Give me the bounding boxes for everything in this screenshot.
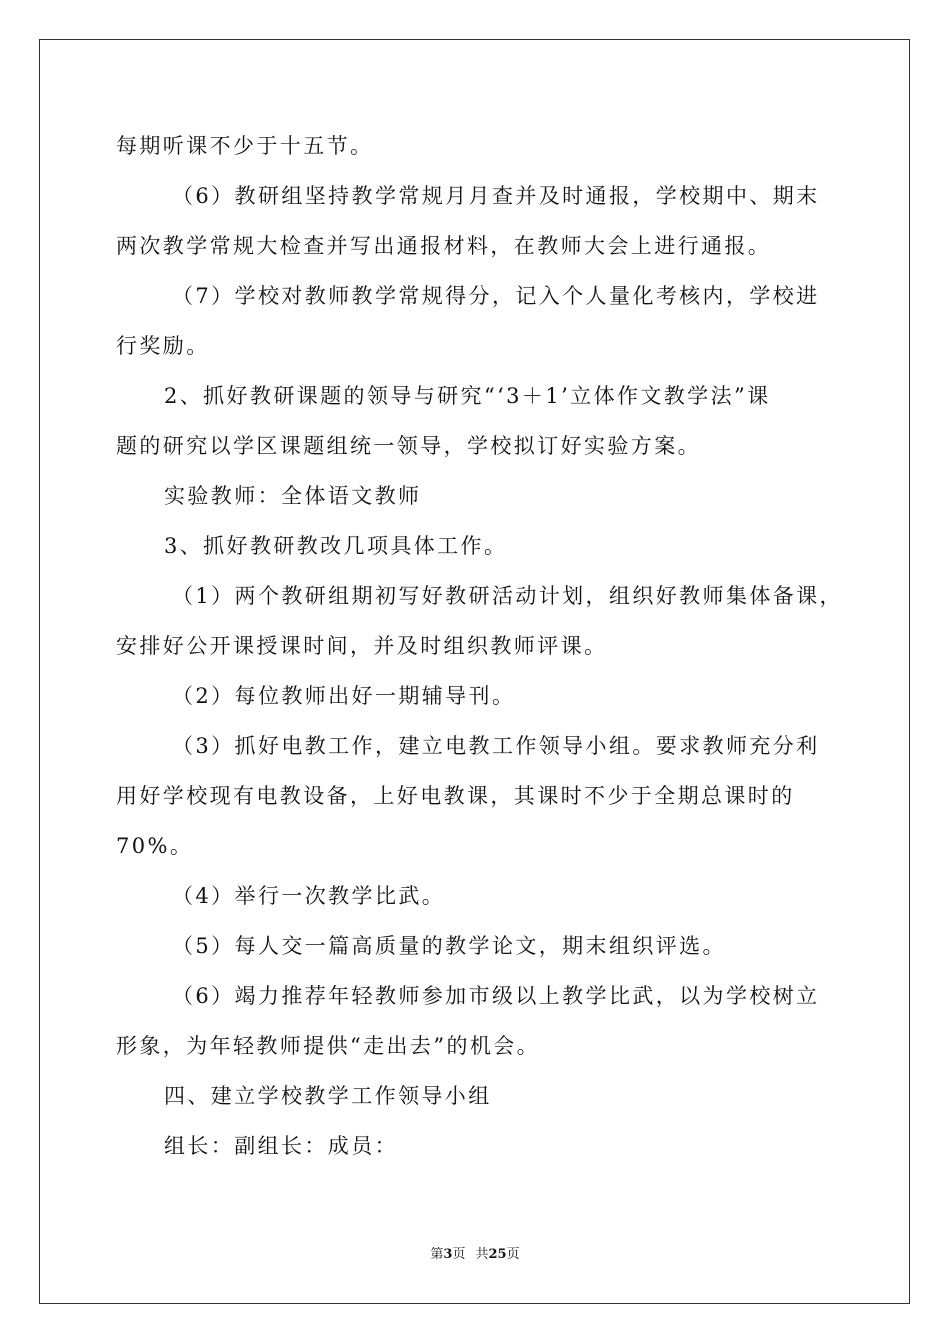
footer-total-suffix: 页	[506, 1247, 520, 1262]
footer-prefix: 第	[430, 1247, 444, 1262]
text-line: （6）教研组坚持教学常规月月查并及时通报，学校期中、期末	[172, 184, 820, 208]
current-page-number: 3	[443, 1247, 453, 1262]
text-line: 四、建立学校教学工作领导小组	[164, 1084, 492, 1108]
footer-total-prefix: 共	[475, 1247, 489, 1262]
text-line: 行奖励。	[116, 334, 210, 358]
text-line: 70%。	[116, 834, 194, 858]
text-line: 安排好公开课授课时间，并及时组织教师评课。	[116, 634, 608, 658]
text-line: 题的研究以学区课题组统一领导，学校拟订好实验方案。	[116, 434, 701, 458]
text-line: （1）两个教研组期初写好教研活动计划，组织好教师集体备课，	[172, 584, 843, 608]
text-line: 3、抓好教研教改几项具体工作。	[164, 534, 508, 558]
text-line: （5）每人交一篇高质量的教学论文，期末组织评选。	[172, 934, 726, 958]
text-line: 每期听课不少于十五节。	[116, 134, 374, 158]
text-line: （4）举行一次教学比武。	[172, 884, 446, 908]
text-line: 实验教师：全体语文教师	[164, 484, 422, 508]
text-line: 用好学校现有电教设备，上好电教课，其课时不少于全期总课时的	[116, 784, 795, 808]
total-pages-number: 25	[488, 1247, 507, 1262]
text-line: （2）每位教师出好一期辅导刊。	[172, 684, 516, 708]
text-line: （6）竭力推荐年轻教师参加市级以上教学比武，以为学校树立	[172, 984, 820, 1008]
page-footer	[0, 1246, 950, 1264]
text-line: 形象，为年轻教师提供“走出去”的机会。	[116, 1034, 541, 1058]
text-line: 组长：副组长：成员：	[164, 1134, 398, 1158]
text-line: （3）抓好电教工作，建立电教工作领导小组。要求教师充分利	[172, 734, 820, 758]
text-line: （7）学校对教师教学常规得分，记入个人量化考核内，学校进	[172, 284, 820, 308]
text-line: 两次教学常规大检查并写出通报材料，在教师大会上进行通报。	[116, 234, 772, 258]
footer-page-suffix: 页	[452, 1247, 466, 1262]
text-line: 2、抓好教研课题的领导与研究“‘3＋1’立体作文教学法”课	[164, 384, 771, 408]
